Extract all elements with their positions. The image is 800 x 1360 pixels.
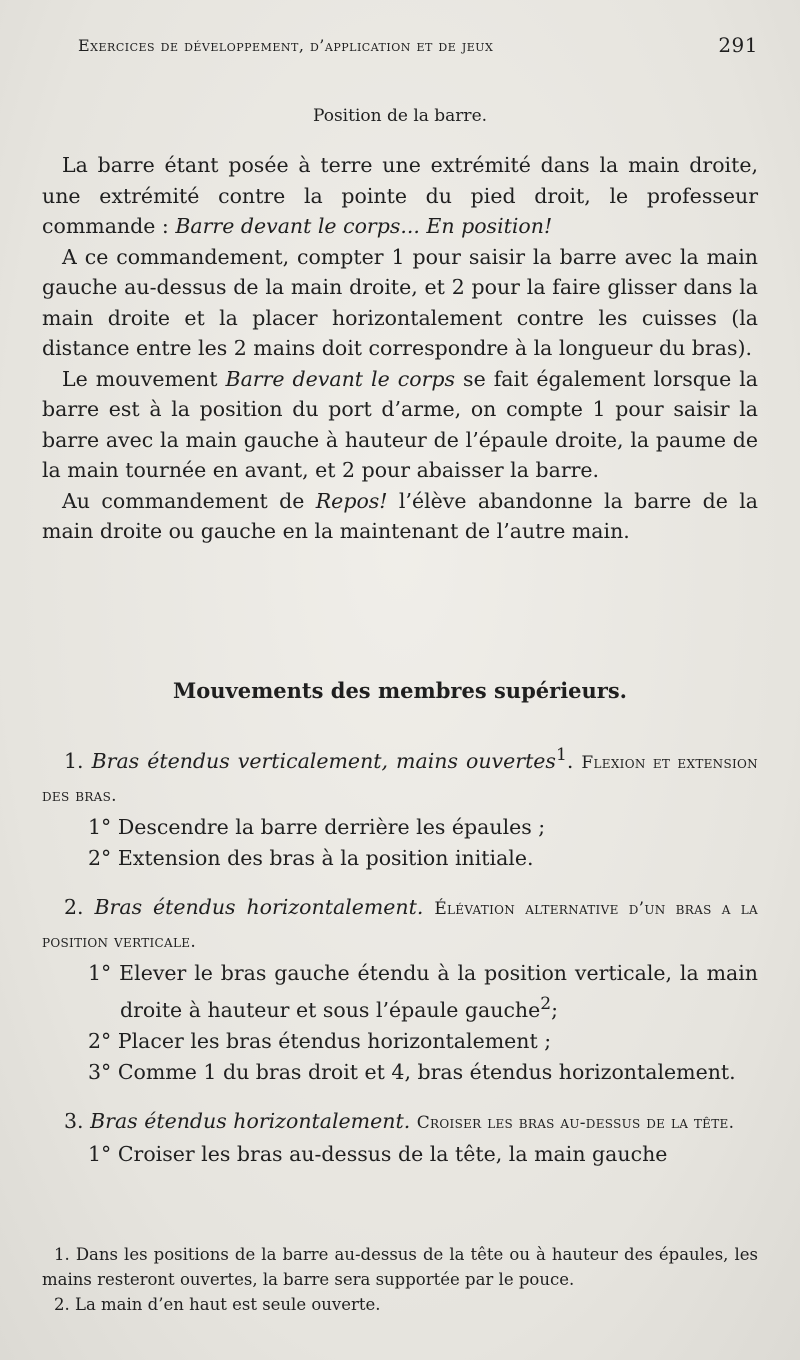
paragraph xyxy=(42,486,758,547)
exercise-step xyxy=(88,1139,758,1170)
exercise-step xyxy=(88,812,758,843)
step-number: 3° xyxy=(88,1059,112,1084)
paragraph-text: Le mouvement xyxy=(62,366,226,391)
paragraph xyxy=(42,364,758,486)
exercise-description: Croiser les bras au-dessus de la tête. xyxy=(416,1112,735,1133)
step-text: Descendre la barre derrière les épaules ; xyxy=(117,814,546,839)
exercise-heading xyxy=(42,1106,758,1139)
footnote-text: Dans les positions de la barre au-dessus de la tête ou à hauteur des épaules, les mains resteront ouvertes, la barre sera supportée par le pouce. xyxy=(42,1245,758,1289)
exercise-number: 1. xyxy=(64,748,84,773)
command-text: Barre devant le corps... En position! xyxy=(175,214,553,238)
exercise-number: 2. xyxy=(64,894,84,919)
step-number: 1° xyxy=(88,960,112,985)
running-title: Exercices de développement, d’application et de jeux xyxy=(78,36,494,55)
exercise-step xyxy=(88,958,758,1026)
exercise-list xyxy=(42,740,758,1170)
step-number: 2° xyxy=(88,845,112,870)
paragraph-text: Au commandement de xyxy=(62,488,316,513)
paragraph xyxy=(42,150,758,242)
exercise-step xyxy=(88,1026,758,1057)
step-number: 2° xyxy=(88,1028,112,1053)
section-title: Mouvements des membres supérieurs. xyxy=(173,678,627,703)
step-text: Elever le bras gauche étendu à la position verticale, la main droite à hauteur et sous l’épaule gauche xyxy=(119,960,758,1022)
footnote-number: 2. xyxy=(54,1295,70,1314)
footnote-ref: 2 xyxy=(540,993,552,1014)
exercise-heading xyxy=(42,892,758,958)
footnote-number: 1. xyxy=(54,1245,70,1264)
subhead: Position de la barre. xyxy=(312,106,488,126)
step-text: Croiser les bras au-dessus de la tête, la main gauche xyxy=(117,1141,668,1166)
footnote-text: La main d’en haut est seule ouverte. xyxy=(75,1295,381,1314)
paragraph-text: l’élève abandonne la barre de la main droite ou gauche en la maintenant de l’autre main. xyxy=(42,488,758,543)
exercise-description: Flexion et extension des bras. xyxy=(42,752,758,806)
exercise-step xyxy=(88,843,758,874)
footnote xyxy=(42,1242,758,1292)
intro-text xyxy=(42,150,758,547)
exercise-step xyxy=(88,1057,758,1088)
running-head xyxy=(78,33,758,57)
step-number: 1° xyxy=(88,814,112,839)
command-text: Barre devant le corps xyxy=(225,366,456,391)
footnote xyxy=(42,1292,758,1317)
step-text: Extension des bras à la position initiale. xyxy=(117,845,534,870)
step-number: 1° xyxy=(88,1141,112,1166)
footnote-ref: 1 xyxy=(555,745,567,765)
step-text: Comme 1 du bras droit et 4, bras étendus horizontalement. xyxy=(117,1059,736,1084)
footnotes xyxy=(42,1242,758,1317)
step-text-tail: ; xyxy=(551,997,559,1022)
page-number: 291 xyxy=(718,33,758,57)
exercise-title: Bras étendus horizontalement. xyxy=(90,1108,411,1133)
exercise-title: Bras étendus verticalement, mains ouvertes xyxy=(91,748,556,773)
exercise-heading: 1. Bras étendus verticalement, mains ouvertes$^1$. Flexion et extension des bras. xyxy=(42,745,758,806)
exercise-number: 3. xyxy=(64,1108,84,1133)
step-text: Placer les bras étendus horizontalement ; xyxy=(117,1028,552,1053)
exercise-description: Élévation alternative d’un bras a la position verticale. xyxy=(42,898,758,952)
paragraph: A ce commandement, compter 1 pour saisir la barre avec la main gauche au-dessus de la main droite, et 2 pour la faire glisser dans la main droite et la placer horizontalement contre les cuisses (la distance entre les 2 mains doit correspondre à la longueur du bras). xyxy=(42,244,758,360)
paragraph-text: se fait également lorsque la barre est à la position du port d’arme, on compte 1 pour saisir la barre avec la main gauche à hauteur de l’épaule droite, la paume de la main tournée en avant, et 2 pour abaisser la barre. xyxy=(42,366,758,482)
paragraph-text: La barre étant posée à terre une extrémité dans la main droite, une extrémité contre la pointe du pied droit, le professeur commande : xyxy=(42,153,758,238)
command-text: Repos! xyxy=(315,488,388,513)
exercise-title: Bras étendus horizontalement. xyxy=(94,894,424,919)
